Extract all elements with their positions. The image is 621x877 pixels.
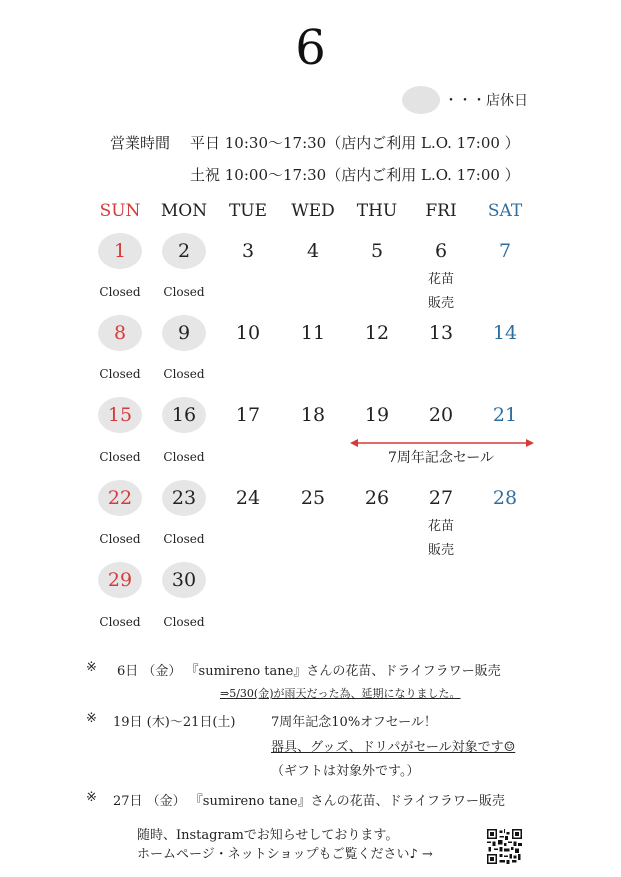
business-hours-label: 営業時間 [110, 134, 171, 152]
calendar-day-25: 25 [300, 487, 326, 509]
calendar-day-28: 28 [492, 487, 518, 509]
calendar-day-17: 17 [235, 404, 261, 426]
note-mark: ※ [86, 711, 97, 726]
calendar-day-15: 15 [98, 397, 142, 433]
calendar-day-14: 14 [492, 322, 518, 344]
calendar-day-30: 30 [162, 562, 206, 598]
closed-label: Closed [163, 615, 205, 629]
calendar-day-6: 6 [434, 240, 448, 262]
closed-circle-icon [402, 86, 440, 114]
note-line: 販売 [427, 543, 454, 558]
weekday-header-fri: FRI [425, 201, 457, 221]
closed-label: Closed [99, 285, 141, 299]
calendar-day-8: 8 [98, 315, 142, 351]
closed-label: Closed [99, 367, 141, 381]
weekday-header-sat: SAT [487, 201, 523, 221]
note-sale-dates: 19日 (木)～21日(土) [113, 715, 236, 730]
note-postponed: ⇒5/30(金)が雨天だった為、延期になりました。 [220, 687, 461, 700]
closed-label: Closed [99, 532, 141, 546]
qr-code-icon[interactable] [487, 829, 522, 864]
note-mark: ※ [86, 660, 97, 675]
weekday-hours: 平日 10:30～17:30（店内ご利用 L.O. 17:00 ） [190, 134, 520, 152]
weekday-header-sun: SUN [99, 201, 141, 221]
calendar-day-3: 3 [241, 240, 255, 262]
closed-day-legend [402, 86, 528, 114]
weekday-header-tue: TUE [228, 201, 268, 221]
calendar-day-2: 2 [162, 233, 206, 269]
weekday-header-wed: WED [291, 201, 335, 221]
closed-label: Closed [163, 450, 205, 464]
month-number: 6 [295, 20, 326, 76]
seedling-sale-note [409, 515, 473, 563]
calendar-day-24: 24 [235, 487, 261, 509]
calendar-day-22: 22 [98, 480, 142, 516]
legend-text: ・・・店休日 [444, 93, 528, 109]
calendar-day-21: 21 [492, 404, 518, 426]
footer-instagram-text: 随時、Instagramでお知らせしております。 [137, 828, 399, 843]
closed-label: Closed [163, 532, 205, 546]
closed-label: Closed [163, 367, 205, 381]
closed-label: Closed [99, 450, 141, 464]
weekday-header-thu: THU [356, 201, 398, 221]
calendar-day-27: 27 [428, 487, 454, 509]
calendar-day-4: 4 [306, 240, 320, 262]
calendar-day-12: 12 [364, 322, 390, 344]
anniversary-sale-label: 7周年記念セール [387, 450, 495, 466]
closed-label: Closed [99, 615, 141, 629]
note-sale-title: 7周年記念10%オフセール！ [271, 715, 437, 730]
note-seedling-june-6: 6日 （金） 『sumireno tane』さんの花苗、ドライフラワー販売 [117, 664, 501, 679]
calendar-day-13: 13 [428, 322, 454, 344]
calendar-day-9: 9 [162, 315, 206, 351]
seedling-sale-note [409, 268, 473, 316]
weekday-header-mon: MON [160, 201, 208, 221]
calendar-day-19: 19 [364, 404, 390, 426]
calendar-day-5: 5 [370, 240, 384, 262]
calendar-day-23: 23 [162, 480, 206, 516]
footer-website-text: ホームページ・ネットショップもご覧ください♪ → [137, 847, 433, 862]
calendar-day-20: 20 [428, 404, 454, 426]
calendar-day-29: 29 [98, 562, 142, 598]
weekend-hours: 土祝 10:00～17:30（店内ご利用 L.O. 17:00 ） [190, 166, 520, 184]
note-line: 花苗 [427, 519, 454, 534]
calendar-day-7: 7 [498, 240, 512, 262]
calendar-day-11: 11 [300, 322, 326, 344]
calendar-day-1: 1 [98, 233, 142, 269]
closed-label: Closed [163, 285, 205, 299]
note-sale-items: 器具、グッズ、ドリパがセール対象です☺ [271, 740, 516, 755]
note-seedling-june-27: 27日 （金） 『sumireno tane』さんの花苗、ドライフラワー販売 [113, 794, 505, 809]
calendar-day-18: 18 [300, 404, 326, 426]
note-mark: ※ [86, 790, 97, 805]
calendar-day-10: 10 [235, 322, 261, 344]
calendar-day-16: 16 [162, 397, 206, 433]
note-line: 花苗 [427, 272, 454, 287]
note-sale-exclusion: （ギフトは対象外です。） [271, 764, 420, 779]
calendar-day-26: 26 [364, 487, 390, 509]
note-line: 販売 [427, 296, 454, 311]
